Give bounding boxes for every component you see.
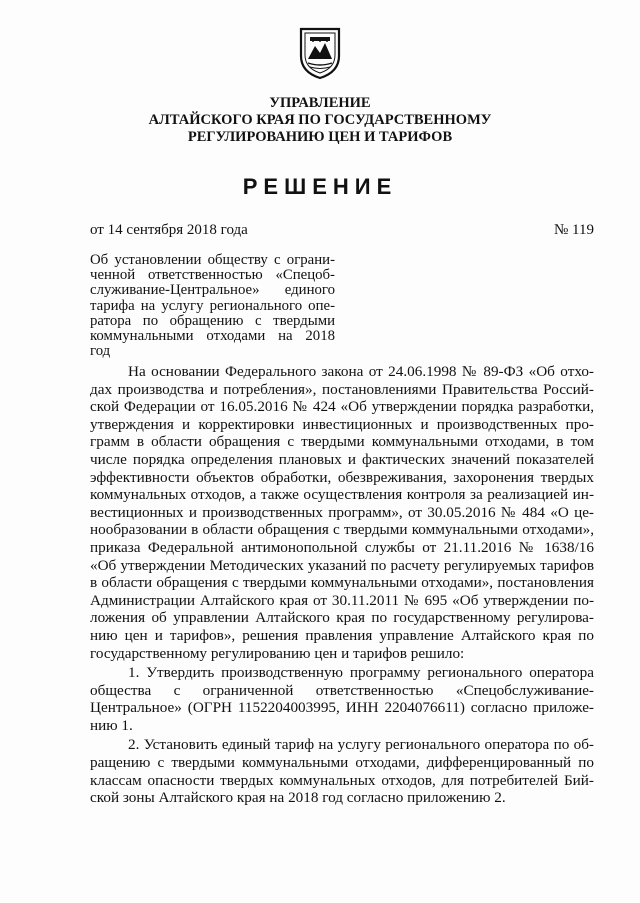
body-line: 2. Установить единый тариф на услугу регионального оператора по об- xyxy=(128,736,594,754)
agency-line: РЕГУЛИРОВАНИЮ ЦЕН И ТАРИФОВ xyxy=(187,129,453,145)
body-line: ложения об управлении Алтайского края по государственному регулирова- xyxy=(90,609,594,627)
body-line: На основании Федерального закона от 24.06.1998 № 89-ФЗ «Об отхо- xyxy=(128,363,594,380)
subject-line: коммунальными отходами на 2018 xyxy=(90,329,335,345)
agency-line: АЛТАЙСКОГО КРАЯ ПО ГОСУДАРСТВЕННОМУ xyxy=(148,112,492,128)
decision-item-1 xyxy=(90,664,594,734)
body-line: дах производства и потребления», постановлениями Правительства Россий- xyxy=(90,380,594,398)
agency-line: УПРАВЛЕНИЕ xyxy=(269,95,371,111)
body-line: приказа Федеральной антимонопольной службы от 21.11.2016 № 1638/16 xyxy=(90,538,594,556)
subject-line: ченной ответственностью «Спецоб- xyxy=(90,268,335,284)
body-line: Администрации Алтайского края от 30.11.2011 № 695 «Об утверждении по- xyxy=(90,591,594,609)
preamble-paragraph xyxy=(90,363,594,662)
body-line: 1. Утвердить производственную программу регионального оператора xyxy=(128,664,594,682)
document-subject xyxy=(90,253,335,359)
subject-line: тарифа на услугу регионального опе- xyxy=(90,298,335,314)
body-line: ращению с твердыми коммунальными отходами, дифференцированный по xyxy=(90,754,594,772)
subject-line: год xyxy=(90,344,111,360)
body-line: грамм в области обращения с твердыми коммунальными отходами, в том xyxy=(90,433,594,451)
subject-line: Об установлении обществу с ограни- xyxy=(90,253,335,268)
body-line: нообразовании в области обращения с твердыми коммунальными отходами», xyxy=(90,521,594,539)
body-line: классам опасности твердых коммунальных отходов, для потребителей Бий- xyxy=(90,771,594,789)
body-line: утверждения и корректировки инвестиционных и производственных про- xyxy=(90,415,594,433)
document-type-title: РЕШЕНИЕ xyxy=(242,174,398,199)
body-line: коммунальных отходов, а также осуществления контроля за реализацией ин- xyxy=(90,486,594,504)
body-line: общества с ограниченной ответственностью «Спецобслуживание- xyxy=(90,681,594,699)
body-line: нию цен и тарифов», решения правления управление Алтайского края по xyxy=(90,626,594,644)
body-line: эффективности объектов обработки, обезвреживания, захоронения твердых xyxy=(90,468,594,486)
document-body xyxy=(90,363,594,807)
body-line: государственному регулированию цен и тарифов решило: xyxy=(90,644,465,662)
body-line: ской Федерации от 16.05.2016 № 424 «Об утверждении порядка разработки, xyxy=(90,398,594,416)
subject-line: служивание-Центральное» единого xyxy=(90,283,335,299)
body-line: в области обращения с твердыми коммунальными отходами», постановления xyxy=(90,574,594,592)
body-line: вестиционных и производственных программ», от 30.05.2016 № 484 «О це- xyxy=(90,503,594,521)
body-line: нию 1. xyxy=(90,716,133,734)
body-line: числе порядка определения плановых и фактических значений показателей xyxy=(90,450,594,468)
body-line: «Об утверждении Методических указаний по расчету регулируемых тарифов xyxy=(90,556,594,574)
decision-item-2 xyxy=(90,736,594,806)
document-number: № 119 xyxy=(553,222,594,238)
subject-line: ратора по обращению с твердыми xyxy=(90,313,335,329)
document-date: от 14 сентября 2018 года xyxy=(90,222,248,238)
body-line: ской зоны Алтайского края на 2018 год согласно приложению 2. xyxy=(90,789,506,807)
altai-krai-coat-of-arms-icon xyxy=(298,26,342,80)
body-line: Центральное» (ОГРН 1152204003995, ИНН 2204076611) согласно приложе- xyxy=(90,699,594,717)
agency-name xyxy=(120,95,520,146)
